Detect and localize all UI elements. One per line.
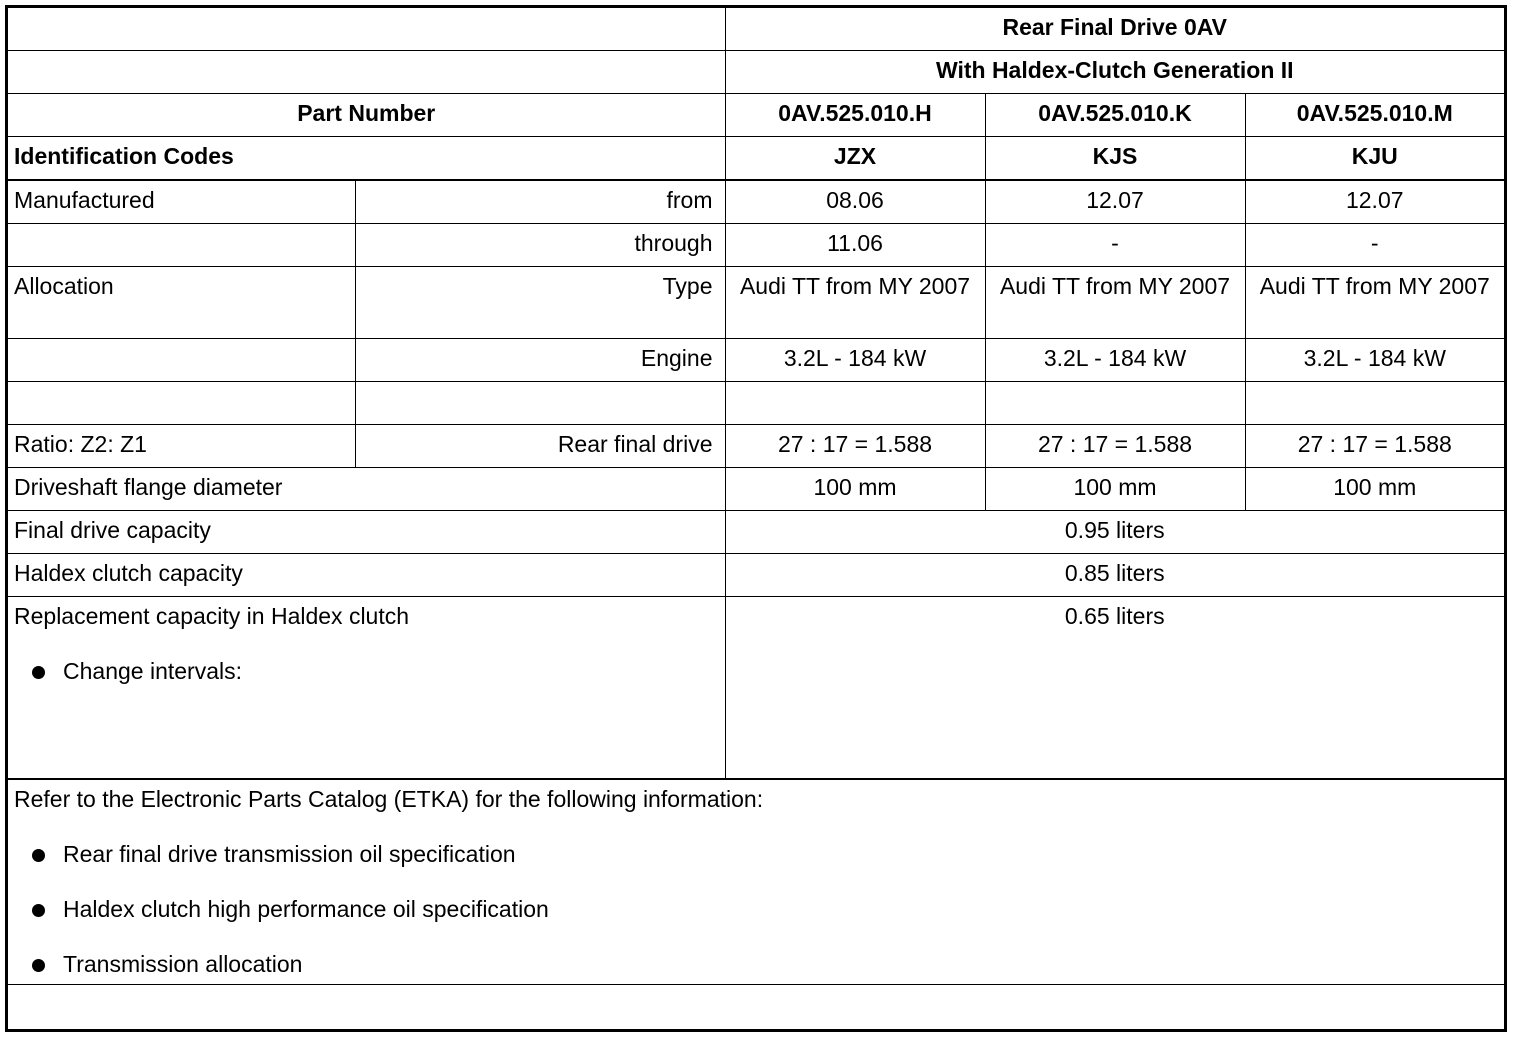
engine-cell: 3.2L - 184 kW: [1245, 339, 1504, 382]
replacement-capacity-label: Replacement capacity in Haldex clutch: [14, 603, 410, 629]
part-number-cell: 0AV.525.010.M: [1245, 94, 1504, 137]
through-cell: -: [1245, 224, 1504, 267]
ratio-cell: 27 : 17 = 1.588: [985, 425, 1245, 468]
type-cell: Audi TT from MY 2007: [1245, 267, 1504, 339]
from-label: from: [355, 180, 725, 224]
id-code-cell: KJS: [985, 137, 1245, 181]
blank-cell: [355, 382, 725, 425]
note-row: [8, 779, 1504, 985]
id-codes-row: [8, 137, 1504, 181]
id-code-cell: KJU: [1245, 137, 1504, 181]
blank-cell: [8, 382, 355, 425]
replacement-capacity-value: 0.65 liters: [725, 597, 1504, 780]
part-number-row: [8, 94, 1504, 137]
table-subtitle: With Haldex-Clutch Generation II: [725, 51, 1504, 94]
allocation-type-row: [8, 267, 1504, 339]
haldex-capacity-row: [8, 554, 1504, 597]
final-drive-capacity-label: Final drive capacity: [8, 511, 725, 554]
engine-label: Engine: [355, 339, 725, 382]
empty-row: [8, 382, 1504, 425]
note-cell: [8, 779, 1504, 985]
blank-cell: [8, 339, 355, 382]
haldex-capacity-label: Haldex clutch capacity: [8, 554, 725, 597]
part-number-cell: 0AV.525.010.K: [985, 94, 1245, 137]
manufactured-from-row: [8, 180, 1504, 224]
blank-header-cell: [8, 8, 725, 51]
data-sheet: [5, 5, 1507, 1032]
blank-cell: [985, 382, 1245, 425]
blank-header-cell: [8, 51, 725, 94]
ratio-cell: 27 : 17 = 1.588: [1245, 425, 1504, 468]
allocation-label: Allocation: [8, 267, 355, 339]
through-cell: 11.06: [725, 224, 985, 267]
specs-table: [8, 8, 1504, 985]
type-label: Type: [355, 267, 725, 339]
final-drive-capacity-row: [8, 511, 1504, 554]
flange-cell: 100 mm: [985, 468, 1245, 511]
ratio-label: Ratio: Z2: Z1: [8, 425, 355, 468]
flange-cell: 100 mm: [725, 468, 985, 511]
engine-cell: 3.2L - 184 kW: [725, 339, 985, 382]
replacement-capacity-cell: [8, 597, 725, 780]
subtitle-row: [8, 51, 1504, 94]
from-cell: 12.07: [985, 180, 1245, 224]
blank-cell: [1245, 382, 1504, 425]
through-label: through: [355, 224, 725, 267]
blank-cell: [8, 224, 355, 267]
ratio-cell: 27 : 17 = 1.588: [725, 425, 985, 468]
note-intro: Refer to the Electronic Parts Catalog (ETKA) for the following information:: [14, 786, 764, 812]
haldex-capacity-value: 0.85 liters: [725, 554, 1504, 597]
type-cell: Audi TT from MY 2007: [725, 267, 985, 339]
type-cell: Audi TT from MY 2007: [985, 267, 1245, 339]
note-list-item: Rear final drive transmission oil specification: [14, 840, 1498, 869]
flange-label: Driveshaft flange diameter: [8, 468, 725, 511]
through-cell: -: [985, 224, 1245, 267]
note-list-item: Transmission allocation: [14, 950, 1498, 979]
flange-row: [8, 468, 1504, 511]
change-intervals-item: Change intervals:: [14, 657, 719, 686]
part-number-label: Part Number: [8, 94, 725, 137]
id-code-cell: JZX: [725, 137, 985, 181]
engine-cell: 3.2L - 184 kW: [985, 339, 1245, 382]
title-row: [8, 8, 1504, 51]
table-title: Rear Final Drive 0AV: [725, 8, 1504, 51]
ratio-row: [8, 425, 1504, 468]
replacement-capacity-row: [8, 597, 1504, 780]
part-number-cell: 0AV.525.010.H: [725, 94, 985, 137]
final-drive-capacity-value: 0.95 liters: [725, 511, 1504, 554]
blank-cell: [725, 382, 985, 425]
rear-final-drive-label: Rear final drive: [355, 425, 725, 468]
note-list-item: Haldex clutch high performance oil specification: [14, 895, 1498, 924]
from-cell: 08.06: [725, 180, 985, 224]
manufactured-through-row: [8, 224, 1504, 267]
id-codes-label: Identification Codes: [8, 137, 725, 181]
engine-row: [8, 339, 1504, 382]
flange-cell: 100 mm: [1245, 468, 1504, 511]
manufactured-label: Manufactured: [8, 180, 355, 224]
from-cell: 12.07: [1245, 180, 1504, 224]
